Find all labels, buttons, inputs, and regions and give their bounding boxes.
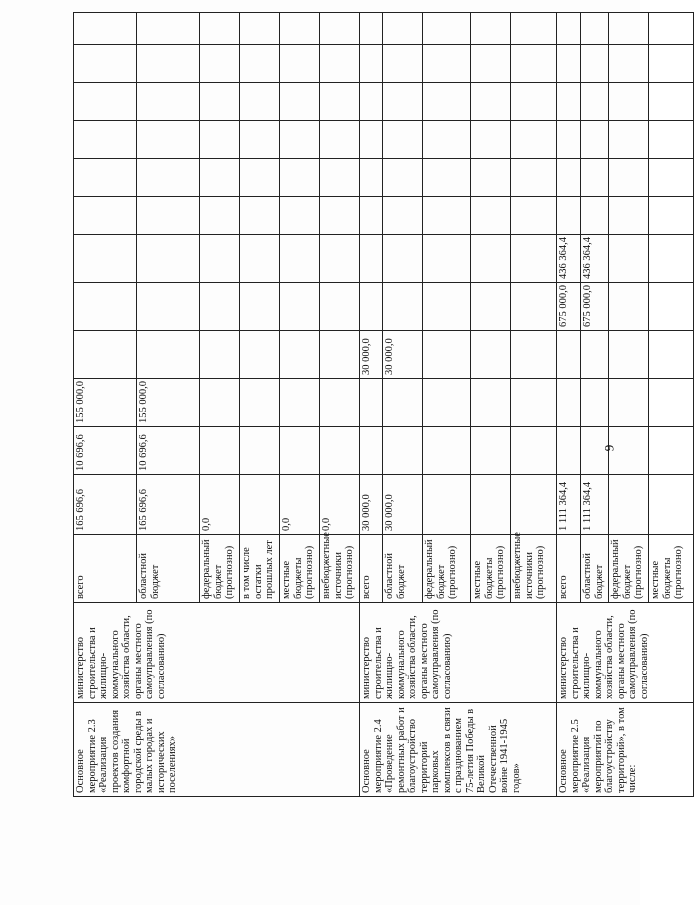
page-number: 9 bbox=[601, 444, 617, 452]
value-cell bbox=[137, 13, 200, 45]
executor-cell: министерство строительства и жилищно-коммунального хозяйства области, органы местного самоуправления (по согласованию) bbox=[557, 603, 694, 703]
source-cell: федеральный бюджет (прогнозно) bbox=[609, 535, 649, 603]
executor-cell: министерство строительства и жилищно-коммунального хозяйства области, органы местного самоуправления (по согласованию) bbox=[360, 603, 557, 703]
value-cell: 436 364,4 bbox=[557, 235, 581, 283]
value-cell bbox=[137, 235, 200, 283]
source-cell: всего bbox=[360, 535, 383, 603]
value-cell bbox=[74, 121, 137, 159]
table-row bbox=[557, 13, 581, 797]
source-cell: федеральный бюджет (прогнозно) bbox=[200, 535, 240, 603]
value-cell: 155 000,0 bbox=[74, 379, 137, 427]
value-cell: 10 696,6 bbox=[74, 427, 137, 475]
value-cell bbox=[137, 197, 200, 235]
value-cell: 165 696,6 bbox=[74, 475, 137, 535]
source-cell: всего bbox=[557, 535, 581, 603]
value-cell bbox=[74, 45, 137, 83]
value-cell bbox=[74, 13, 137, 45]
source-cell: областной бюджет bbox=[383, 535, 423, 603]
event-cell: Основное мероприятие 2.3 «Реализация проектов создания комфортной городской среды в малых городах и исторических поселениях» bbox=[74, 703, 360, 797]
value-cell: 30 000,0 bbox=[360, 475, 383, 535]
value-cell bbox=[74, 197, 137, 235]
value-cell: 10 696,6 bbox=[137, 427, 200, 475]
source-cell: в том числе остатки прошлых лет bbox=[240, 535, 280, 603]
source-cell: местные бюджеты (прогнозно) bbox=[280, 535, 320, 603]
value-cell bbox=[74, 83, 137, 121]
event-cell: Основное мероприятие 2.4 «Проведение ремонтных работ и благоустройство территорий парковых комплексов в связи с празднованием 75-летия Победы в Великой Отечественной войне 1941-1945 годов» bbox=[360, 703, 557, 797]
table-row bbox=[74, 13, 137, 797]
value-cell: 1 111 364,4 bbox=[557, 475, 581, 535]
value-cell bbox=[74, 283, 137, 331]
event-cell: Основное мероприятие 2.5 «Реализация мероприятий по благоустройству территорий», в том числе: bbox=[557, 703, 694, 797]
source-cell: областной бюджет bbox=[581, 535, 609, 603]
value-cell: 155 000,0 bbox=[137, 379, 200, 427]
rotated-table-wrapper bbox=[73, 15, 684, 797]
value-cell bbox=[137, 159, 200, 197]
value-cell: 675 000,0 bbox=[557, 283, 581, 331]
value-cell: 436 364,4 bbox=[581, 235, 609, 283]
source-cell: местные бюджеты (прогнозно) bbox=[471, 535, 511, 603]
value-cell bbox=[137, 121, 200, 159]
value-cell bbox=[74, 235, 137, 283]
value-cell bbox=[137, 283, 200, 331]
value-cell: 675 000,0 bbox=[581, 283, 609, 331]
value-cell: 165 696,6 bbox=[137, 475, 200, 535]
value-cell: 30 000,0 bbox=[383, 331, 423, 379]
value-cell bbox=[74, 159, 137, 197]
value-cell: 30 000,0 bbox=[360, 331, 383, 379]
value-cell: 1 111 364,4 bbox=[581, 475, 609, 535]
value-cell: 0,0 bbox=[200, 475, 240, 535]
source-cell: областной бюджет bbox=[137, 535, 200, 603]
value-cell bbox=[137, 83, 200, 121]
budget-table bbox=[73, 12, 694, 797]
source-cell: внебюджетные источники (прогнозно) bbox=[511, 535, 557, 603]
source-cell: внебюджетные источники (прогнозно) bbox=[320, 535, 360, 603]
source-cell: местные бюджеты (прогнозно) bbox=[649, 535, 694, 603]
table-row bbox=[360, 13, 383, 797]
value-cell: 30 000,0 bbox=[383, 475, 423, 535]
value-cell: 0,0 bbox=[280, 475, 320, 535]
source-cell: всего bbox=[74, 535, 137, 603]
source-cell: федеральный бюджет (прогнозно) bbox=[423, 535, 471, 603]
value-cell bbox=[137, 331, 200, 379]
value-cell bbox=[137, 45, 200, 83]
value-cell: 0,0 bbox=[320, 475, 360, 535]
executor-cell: министерство строительства и жилищно-коммунального хозяйства области, органы местного самоуправления (по согласованию) bbox=[74, 603, 360, 703]
value-cell bbox=[74, 331, 137, 379]
